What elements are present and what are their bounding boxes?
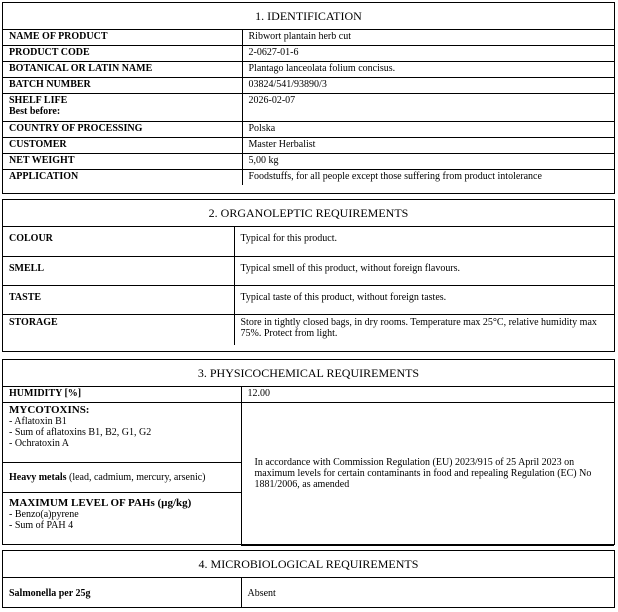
table-row <box>3 154 614 170</box>
row-value: 2-0627-01-6 <box>242 46 614 62</box>
row-label: NET WEIGHT <box>3 154 242 170</box>
physicochemical-section <box>2 359 615 545</box>
list-item: - Sum of aflatoxins B1, B2, G1, G2 <box>9 427 152 438</box>
table-row <box>3 403 614 463</box>
list-item: - Aflatoxin B1 <box>9 416 67 427</box>
row-value: Ribwort plantain herb cut <box>242 30 614 46</box>
row-value: Foodstuffs, for all people except those suffering from product intolerance <box>242 170 614 186</box>
row-label <box>3 94 242 122</box>
physicochemical-table <box>3 387 614 546</box>
row-value: 5,00 kg <box>242 154 614 170</box>
humidity-value: 12.00 <box>241 387 614 403</box>
row-label: CUSTOMER <box>3 138 242 154</box>
best-before-label: Best before: <box>9 106 61 117</box>
row-value: Typical smell of this product, without foreign flavours. <box>234 256 614 285</box>
list-item: - Ochratoxin A <box>9 438 69 449</box>
row-label: NAME OF PRODUCT <box>3 30 242 46</box>
row-value: Master Herbalist <box>242 138 614 154</box>
row-label: STORAGE <box>3 314 234 345</box>
row-label: COLOUR <box>3 227 234 256</box>
heavy-metals-cell <box>3 463 241 493</box>
row-value: 03824/541/93890/3 <box>242 78 614 94</box>
row-label: Salmonella per 25g <box>3 578 241 608</box>
table-row <box>3 387 614 403</box>
row-label: PRODUCT CODE <box>3 46 242 62</box>
mycotoxins-cell <box>3 403 241 463</box>
row-value: Typical taste of this product, without foreign tastes. <box>234 285 614 314</box>
table-row <box>3 94 614 122</box>
list-item: - Sum of PAH 4 <box>9 520 74 531</box>
microbiological-table <box>3 578 614 608</box>
table-row <box>3 62 614 78</box>
physicochemical-title: 3. PHYSICOCHEMICAL REQUIREMENTS <box>3 360 614 387</box>
regulation-note: In accordance with Commission Regulation (EU) 2023/915 of 25 April 2023 on maximum levels for certain contaminants in food and repealing Regulation (EC) No 1881/2006, as amended <box>241 403 614 546</box>
microbiological-section <box>2 550 615 608</box>
heavy-metals-label: Heavy metals <box>9 472 67 483</box>
pah-cell <box>3 493 241 546</box>
row-label: COUNTRY OF PROCESSING <box>3 122 242 138</box>
organoleptic-section <box>2 199 615 352</box>
table-row <box>3 78 614 94</box>
row-value: Polska <box>242 122 614 138</box>
row-label: BOTANICAL OR LATIN NAME <box>3 62 242 78</box>
row-label: TASTE <box>3 285 234 314</box>
table-row <box>3 138 614 154</box>
row-value: Plantago lanceolata folium concisus. <box>242 62 614 78</box>
table-row <box>3 227 614 256</box>
table-row <box>3 170 614 186</box>
humidity-label: HUMIDITY [%] <box>3 387 241 403</box>
row-value: Absent <box>241 578 614 608</box>
table-row <box>3 578 614 608</box>
microbiological-title: 4. MICROBIOLOGICAL REQUIREMENTS <box>3 551 614 578</box>
organoleptic-title: 2. ORGANOLEPTIC REQUIREMENTS <box>3 200 614 227</box>
list-item: - Benzo(a)pyrene <box>9 509 79 520</box>
row-label: BATCH NUMBER <box>3 78 242 94</box>
heavy-metals-detail: (lead, cadmium, mercury, arsenic) <box>69 472 206 483</box>
table-row <box>3 285 614 314</box>
shelf-life-label: SHELF LIFE <box>9 95 68 106</box>
organoleptic-table <box>3 227 614 345</box>
table-row <box>3 30 614 46</box>
mycotoxins-title: MYCOTOXINS: <box>9 404 90 416</box>
identification-table <box>3 30 614 185</box>
table-row <box>3 314 614 345</box>
row-label: SMELL <box>3 256 234 285</box>
table-row <box>3 122 614 138</box>
row-value: 2026-02-07 <box>242 94 614 122</box>
identification-section <box>2 2 615 194</box>
table-row <box>3 46 614 62</box>
table-row <box>3 256 614 285</box>
row-value: Typical for this product. <box>234 227 614 256</box>
row-label: APPLICATION <box>3 170 242 186</box>
pah-title: MAXIMUM LEVEL OF PAHs (µg/kg) <box>9 497 192 509</box>
identification-title: 1. IDENTIFICATION <box>3 3 614 30</box>
row-value: Store in tightly closed bags, in dry rooms. Temperature max 25°C, relative humidity max 75%. Protect from light. <box>234 314 614 345</box>
